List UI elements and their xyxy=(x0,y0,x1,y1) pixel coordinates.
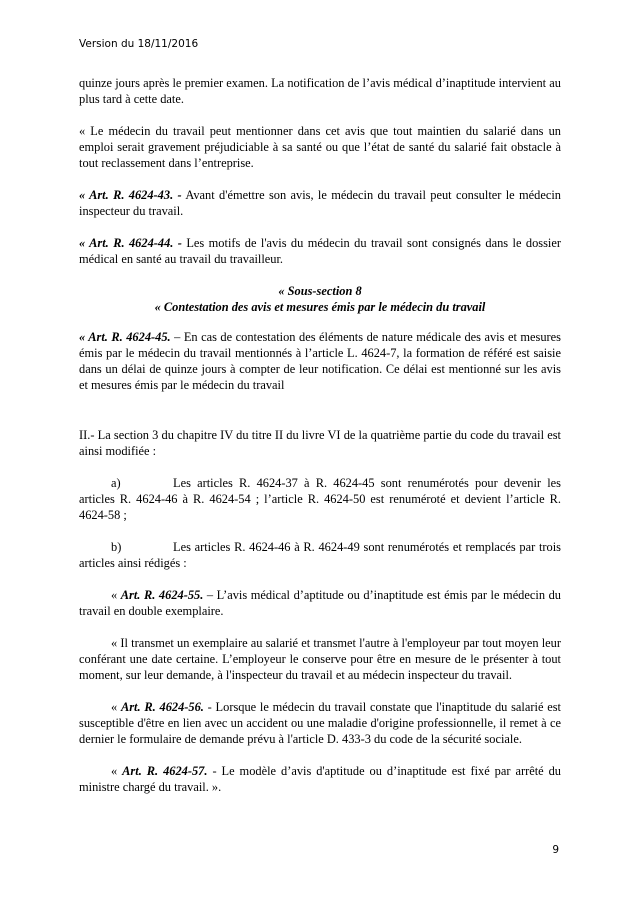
article-text: – L’avis médical d’aptitude ou d’inaptitude est émis par le médecin du travail en double exemplaire. xyxy=(79,588,561,618)
article-paragraph xyxy=(79,699,561,747)
quote-mark: « xyxy=(111,764,123,778)
list-label: b) xyxy=(111,540,122,554)
article-paragraph xyxy=(79,329,561,393)
article-ref: « Art. R. 4624-43. - xyxy=(79,188,182,202)
page-number: 9 xyxy=(552,844,559,856)
article-paragraph xyxy=(79,763,561,795)
quote-mark: « xyxy=(111,700,121,714)
article-text: - Lorsque le médecin du travail constate que l'inaptitude du salarié est susceptible d'être en lien avec un accident ou une maladie d'origine professionnelle, il remet à ce dernier le formulaire de demande prévu à l'article D. 433-3 du code de la sécurité sociale. xyxy=(79,700,561,746)
list-text: Les articles R. 4624-37 à R. 4624-45 sont renumérotés pour devenir les articles R. 4624-46 à R. 4624-54 ; l’article R. 4624-50 est renuméroté et devient l’article R. 4624-58 ; xyxy=(79,476,561,522)
article-ref: « Art. R. 4624-44. - xyxy=(79,236,182,250)
paragraph: « Le médecin du travail peut mentionner dans cet avis que tout maintien du salarié dans un emploi serait gravement préjudiciable à sa santé ou que l’état de santé du salarié fait obstacle à tout reclassement dans l’entreprise. xyxy=(79,124,561,170)
article-paragraph xyxy=(79,187,561,219)
list-item-a xyxy=(79,475,561,523)
list-item-b xyxy=(79,539,561,571)
document-body xyxy=(79,75,561,811)
paragraph: II.- La section 3 du chapitre IV du titre II du livre VI de la quatrième partie du code du travail est ainsi modifiée : xyxy=(79,428,561,458)
subsection-title: « Contestation des avis et mesures émis par le médecin du travail xyxy=(154,300,486,314)
article-paragraph xyxy=(79,235,561,267)
paragraph: quinze jours après le premier examen. La notification de l’avis médical d’inaptitude intervient au plus tard à cette date. xyxy=(79,76,561,106)
article-text: Les motifs de l'avis du médecin du travail sont consignés dans le dossier médical en santé au travail du travailleur. xyxy=(79,236,561,266)
article-ref: Art. R. 4624-55. xyxy=(120,588,204,602)
article-ref: Art. R. 4624-57. xyxy=(122,764,208,778)
article-text: - Le modèle d’avis d'aptitude ou d’inaptitude est fixé par arrêté du ministre chargé du travail. ». xyxy=(79,764,561,794)
article-paragraph xyxy=(79,587,561,619)
article-text: – En cas de contestation des éléments de nature médicale des avis et mesures émis par le médecin du travail mentionnés à l’article L. 4624-7, la formation de référé est saisie dans un délai de quinze jours à compter de leur notification. Ce délai est mentionné sur les avis et mesures émis par le médecin du travail xyxy=(79,330,561,392)
list-text: Les articles R. 4624-46 à R. 4624-49 sont renumérotés et remplacés par trois articles ainsi rédigés : xyxy=(79,540,561,570)
version-header: Version du 18/11/2016 xyxy=(79,38,199,50)
subsection-number: « Sous-section 8 xyxy=(278,284,362,298)
subsection-heading xyxy=(79,283,561,315)
article-ref: Art. R. 4624-56. xyxy=(120,700,204,714)
article-ref: « Art. R. 4624-45. xyxy=(79,330,171,344)
paragraph: « Il transmet un exemplaire au salarié et transmet l'autre à l'employeur par tout moyen leur conférant une date certaine. L’employeur le conserve pour être en mesure de le présenter à tout moment, sur leur demande, à l'inspecteur du travail et au médecin inspecteur du travail. xyxy=(79,636,561,682)
list-label: a) xyxy=(111,476,121,490)
article-text: Avant d'émettre son avis, le médecin du travail peut consulter le médecin inspecteur du travail. xyxy=(79,188,561,218)
quote-mark: « xyxy=(111,588,121,602)
